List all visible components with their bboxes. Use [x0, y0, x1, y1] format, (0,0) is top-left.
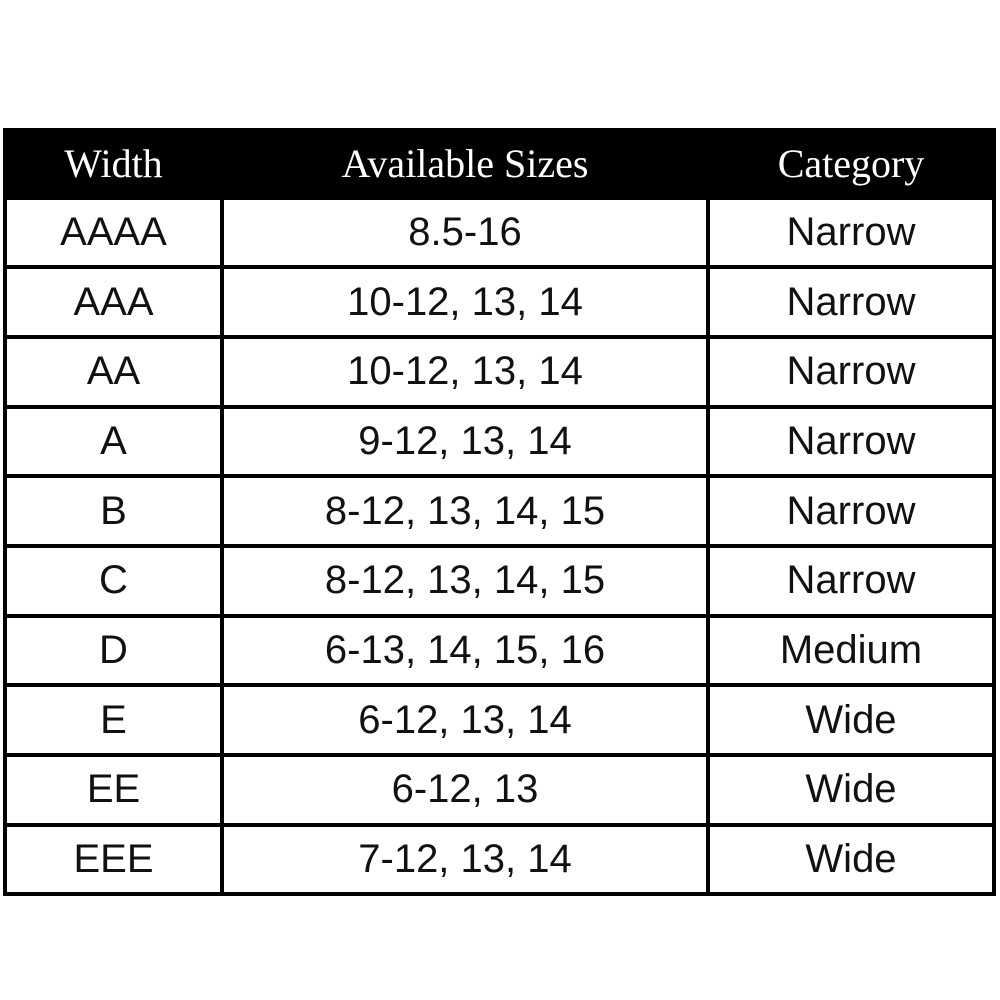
cell-category: Narrow	[708, 546, 994, 616]
cell-category: Wide	[708, 685, 994, 755]
cell-width: EEE	[5, 825, 222, 895]
cell-category: Narrow	[708, 267, 994, 337]
cell-available-sizes: 7-12, 13, 14	[222, 825, 708, 895]
header-category: Category	[708, 130, 994, 198]
cell-width: D	[5, 616, 222, 686]
cell-category: Narrow	[708, 407, 994, 477]
cell-width: EE	[5, 755, 222, 825]
cell-available-sizes: 6-12, 13	[222, 755, 708, 825]
cell-width: AA	[5, 337, 222, 407]
cell-width: E	[5, 685, 222, 755]
cell-category: Wide	[708, 755, 994, 825]
cell-category: Narrow	[708, 337, 994, 407]
cell-available-sizes: 8-12, 13, 14, 15	[222, 546, 708, 616]
table-row	[5, 407, 994, 477]
cell-width: B	[5, 476, 222, 546]
table-row	[5, 476, 994, 546]
cell-available-sizes: 8.5-16	[222, 198, 708, 268]
cell-available-sizes: 9-12, 13, 14	[222, 407, 708, 477]
width-size-table	[3, 128, 996, 896]
cell-width: AAAA	[5, 198, 222, 268]
table-row	[5, 616, 994, 686]
header-available-sizes: Available Sizes	[222, 130, 708, 198]
cell-category: Narrow	[708, 198, 994, 268]
cell-width: A	[5, 407, 222, 477]
table-row	[5, 755, 994, 825]
header-width: Width	[5, 130, 222, 198]
cell-available-sizes: 10-12, 13, 14	[222, 267, 708, 337]
cell-available-sizes: 6-13, 14, 15, 16	[222, 616, 708, 686]
table-row	[5, 337, 994, 407]
cell-available-sizes: 6-12, 13, 14	[222, 685, 708, 755]
table-row	[5, 825, 994, 895]
cell-width: C	[5, 546, 222, 616]
cell-category: Medium	[708, 616, 994, 686]
cell-available-sizes: 8-12, 13, 14, 15	[222, 476, 708, 546]
table-header-row	[5, 130, 994, 198]
cell-width: AAA	[5, 267, 222, 337]
cell-available-sizes: 10-12, 13, 14	[222, 337, 708, 407]
table-row	[5, 546, 994, 616]
cell-category: Wide	[708, 825, 994, 895]
table-row	[5, 267, 994, 337]
table-row	[5, 685, 994, 755]
table-row	[5, 198, 994, 268]
cell-category: Narrow	[708, 476, 994, 546]
